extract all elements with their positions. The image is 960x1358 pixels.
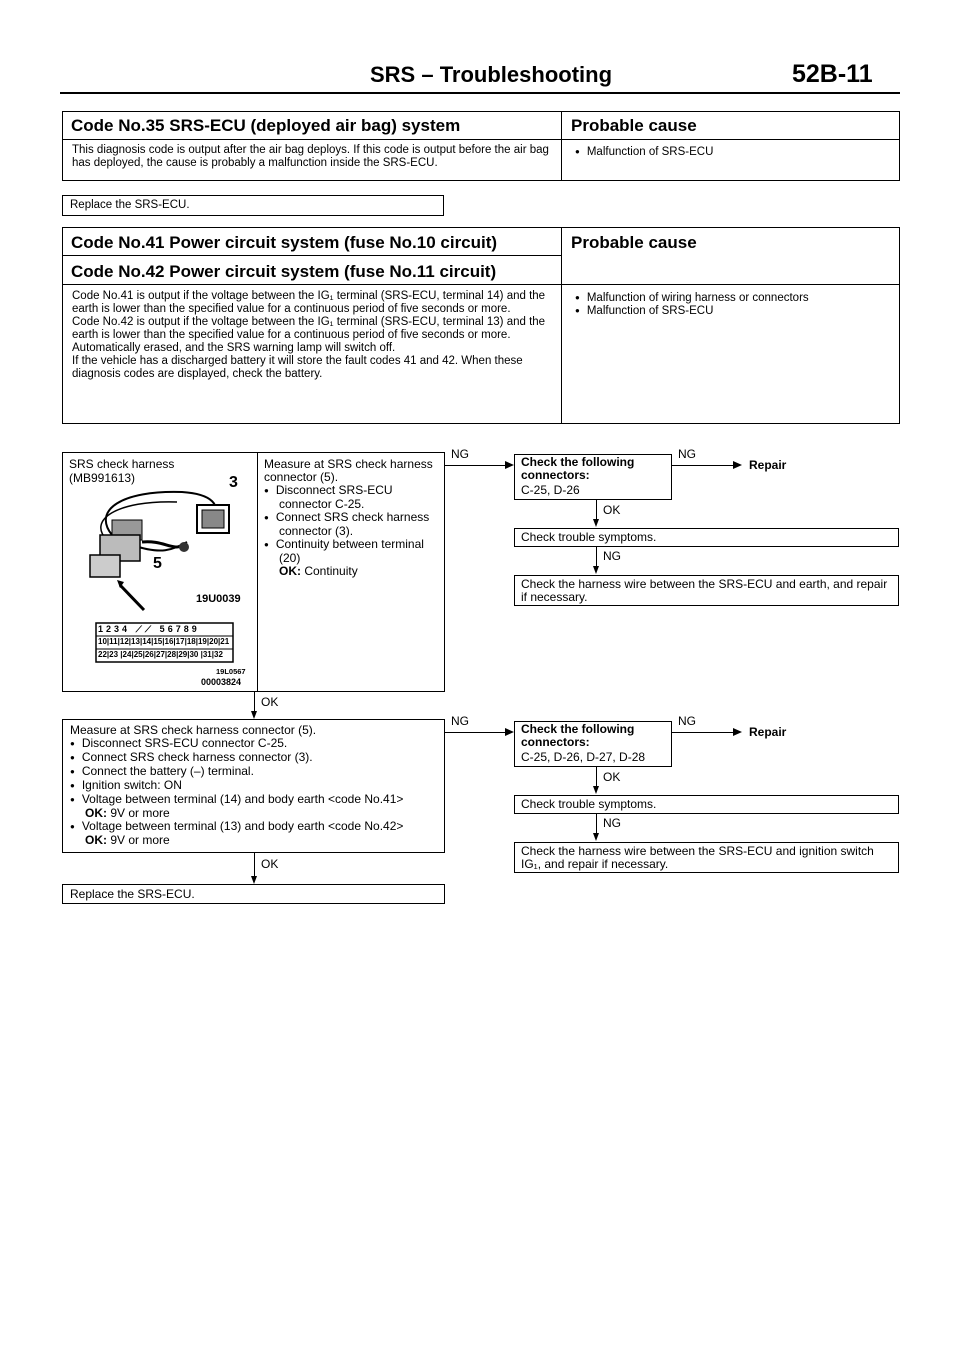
flow1-step-1: ● Disconnect SRS-ECU connector C-25.: [264, 484, 442, 511]
code41-cause-2: ● Malfunction of SRS-ECU: [575, 305, 809, 318]
code35-cause-title: Probable cause: [571, 116, 697, 135]
flow2-ok-out-label: OK: [261, 857, 279, 871]
flow2-ok-in-label: OK: [261, 695, 279, 709]
flow1-repair: Repair: [749, 458, 787, 472]
flow2-measure-text: [70, 724, 442, 847]
flow1-step-3: ● Continuity between terminal (20): [264, 538, 442, 565]
flow2-ng-arrow: [505, 728, 514, 736]
flow1-measure-title: Measure at SRS check harness connector (5).: [264, 457, 433, 484]
figure-label-1: SRS check harness: [69, 457, 175, 471]
code35-divider-h: [62, 139, 900, 140]
code35-description: This diagnosis code is output after the air bag deploys. If this code is output before the air bag has deployed, the cause is probably a malfunction inside the SRS-ECU.: [72, 144, 549, 169]
flow2-replace: Replace the SRS-ECU.: [70, 887, 195, 901]
flow1-ok: OK: Continuity: [279, 564, 358, 578]
code41-desc-2: Code No.42 is output if the voltage between the IG₁ terminal (SRS-ECU, terminal 13) and the earth is lower than the specified value for a continuous period of five seconds or more.: [72, 316, 546, 341]
figure-code-1: 19U0039: [196, 593, 241, 605]
code41-desc-3: Automatically erased, and the SRS warning lamp will switch off.: [72, 342, 396, 354]
flow1-ok-arrow: [593, 519, 599, 527]
flow1-ok-label: OK: [603, 503, 621, 517]
pins-row-2: 10|11|12|13|14|15|16|17|18|19|20|21: [98, 637, 230, 646]
code41-desc-1: Code No.41 is output if the voltage between the IG₁ terminal (SRS-ECU, terminal 14) and the earth is lower than the specified value for a continuous period of five seconds or more.: [72, 290, 546, 315]
flow2-ok-arrow: [593, 786, 599, 794]
code35-divider-v: [561, 111, 562, 181]
code41-causes: [575, 292, 809, 318]
code35-title: Code No.35 SRS-ECU (deployed air bag) system: [71, 116, 461, 135]
code41-description: [72, 290, 556, 381]
flow2-ng3-line: [596, 814, 597, 835]
pins-row-1: 1234 ⟋⟋ 56789: [98, 624, 200, 634]
flow2-harness: Check the harness wire between the SRS-ECU and ignition switch IG₁, and repair if necessary.: [521, 844, 874, 871]
flow2-step-5: ● Voltage between terminal (14) and body earth <code No.41>: [70, 793, 442, 807]
code41-title: Code No.41 Power circuit system (fuse No.10 circuit): [71, 233, 498, 252]
pins-row-3: 22|23 |24|25|26|27|28|29|30 |31|32: [98, 650, 223, 659]
figure-num-5: 5: [153, 555, 162, 572]
code41-cause-1: ● Malfunction of wiring harness or connectors: [575, 292, 809, 305]
flow2-ok-2: OK: 9V or more: [85, 833, 170, 847]
flow2-step-1: ● Disconnect SRS-ECU connector C-25.: [70, 737, 442, 751]
flow1-measure-text: [264, 458, 442, 578]
code41-desc-4: If the vehicle has a discharged battery it will store the fault codes 41 and 42. When these diagnosis codes are displayed, check the battery.: [72, 355, 523, 380]
flow1-ng2-line: [672, 465, 734, 466]
flow1-ng-label: NG: [451, 447, 469, 461]
flow2-ok-out-arrow: [251, 876, 257, 884]
figure-num-3: 3: [229, 474, 238, 491]
flow2-ng-label: NG: [451, 714, 469, 728]
page-number: 52B-11: [792, 60, 873, 88]
flow2-step-3: ● Connect the battery (–) terminal.: [70, 765, 442, 779]
flow2-ng2-arrow: [733, 728, 742, 736]
flow1-figure-divider: [257, 452, 258, 692]
flow1-harness: Check the harness wire between the SRS-ECU and earth, and repair if necessary.: [521, 577, 888, 604]
flow2-ng-line: [445, 732, 507, 733]
flow1-ng-arrow: [505, 461, 514, 469]
flow2-step-6: ● Voltage between terminal (13) and body earth <code No.42>: [70, 820, 442, 834]
page-header-title: SRS – Troubleshooting: [370, 62, 613, 87]
flow2-ok-1: OK: 9V or more: [85, 806, 170, 820]
flow2-step-2: ● Connect SRS check harness connector (3).: [70, 751, 442, 765]
flow1-ng3-arrow: [593, 566, 599, 574]
figure-code-3: 00003824: [201, 677, 242, 687]
flow1-ng-line: [445, 465, 507, 466]
flow2-step-4: ● Ignition switch: ON: [70, 779, 442, 793]
flow2-measure-title: Measure at SRS check harness connector (5).: [70, 723, 317, 737]
flow1-symptoms: Check trouble symptoms.: [521, 530, 657, 544]
flow1-check-title: Check the following connectors:: [521, 455, 635, 482]
header-rule: [60, 92, 900, 94]
flow1-ng2-label: NG: [678, 447, 696, 461]
flow2-ng3-arrow: [593, 833, 599, 841]
code35-cause: ● Malfunction of SRS-ECU: [575, 146, 713, 159]
flow1-check-items: C-25, D-26: [521, 483, 580, 497]
flow2-repair: Repair: [749, 725, 787, 739]
flow1-step-2: ● Connect SRS check harness connector (3).: [264, 511, 442, 538]
flow2-ok-in-arrow: [251, 711, 257, 719]
flow2-ng3-label: NG: [603, 816, 621, 830]
flow1-ng3-label: NG: [603, 549, 621, 563]
flow2-ng2-line: [672, 732, 734, 733]
flow1-ng2-arrow: [733, 461, 742, 469]
code41-divider-h2: [62, 284, 900, 285]
harness-illustration: [72, 480, 252, 620]
figure-code-2: 19L0567: [216, 667, 246, 676]
flow2-check-items: C-25, D-26, D-27, D-28: [521, 750, 646, 764]
code42-title: Code No.42 Power circuit system (fuse No.11 circuit): [71, 262, 497, 281]
flow2-check-title: Check the following connectors:: [521, 722, 635, 749]
code35-action: Replace the SRS-ECU.: [70, 199, 190, 211]
code41-divider-v: [561, 227, 562, 424]
code41-cause-title: Probable cause: [571, 233, 697, 252]
figure-label-2: (MB991613): [69, 471, 136, 485]
flow2-ng2-label: NG: [678, 714, 696, 728]
code41-divider-h1: [62, 255, 562, 256]
flow2-symptoms: Check trouble symptoms.: [521, 797, 657, 811]
flow1-ng3-line: [596, 547, 597, 568]
flow2-ok-label: OK: [603, 770, 621, 784]
